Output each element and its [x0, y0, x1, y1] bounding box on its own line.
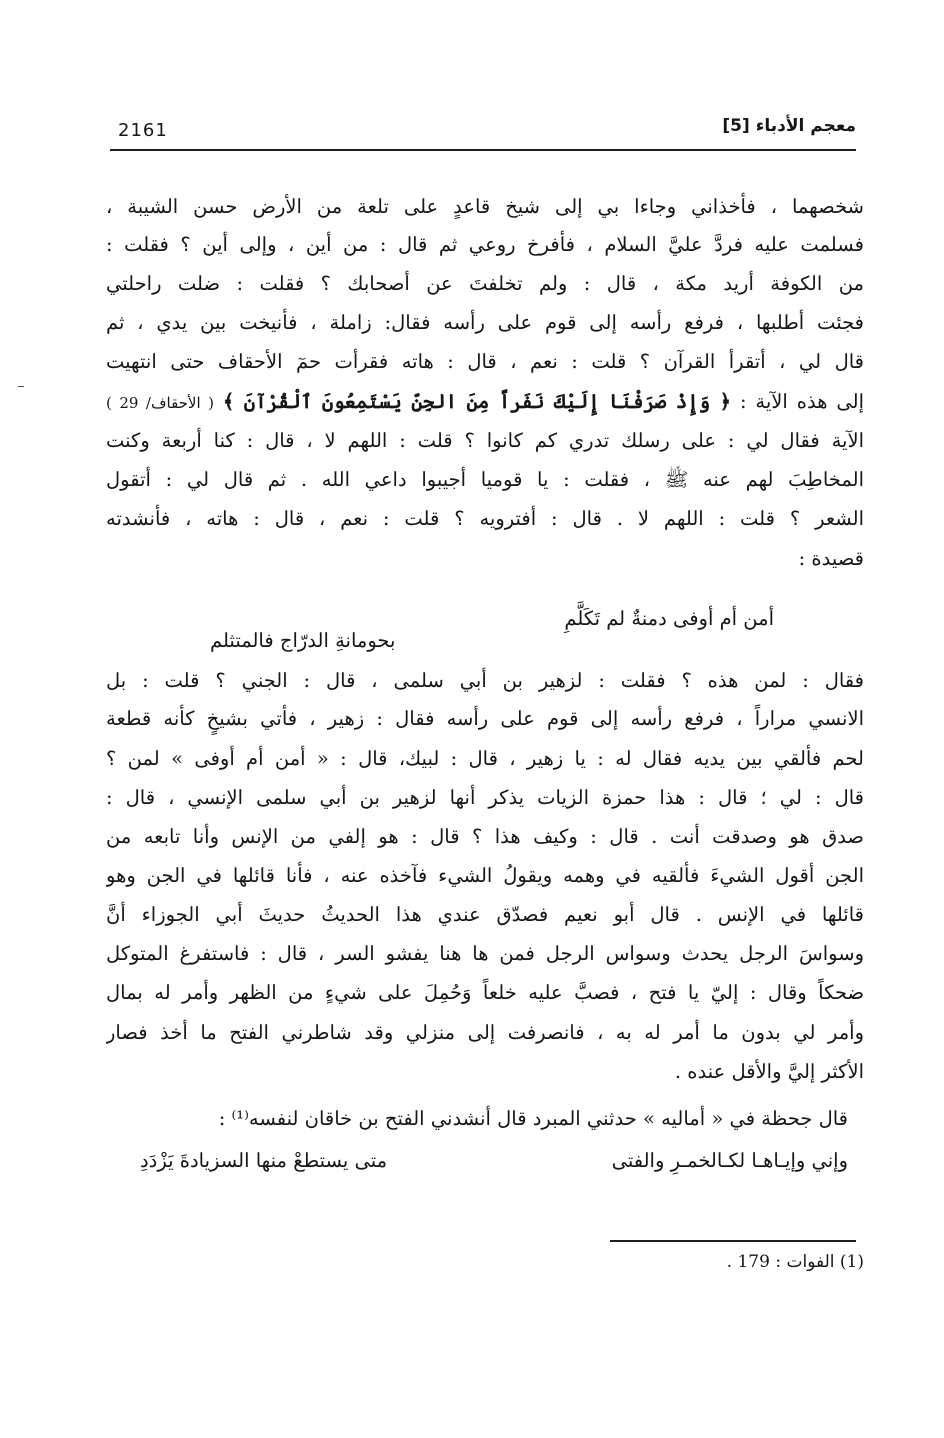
text-line: الآية فقال لي : على رسلك تدري كم كانوا ؟ قلت : اللهم لا ، قال : كنا أربعة وكنت [106, 429, 864, 452]
text-line: الشعر ؟ قلت : اللهم لا . قال : أفترويه ؟ قلت : نعم ، قال : هاته ، فأنشدته [106, 507, 864, 530]
header-rule [110, 149, 856, 151]
text-line: الأكثر إليَّ والأقل عنده . [674, 1060, 864, 1083]
text-line: فجئت أطلبها ، فرفع رأسه إلى قوم على رأسه فقال: زاملة ، فأنيخت بين يدي ، ثم [106, 311, 864, 334]
text-line: لحم فألقي بين يديه فقال له : يا زهير ، قال : لبيك، قال : « أمن أم أوفى » لمن ؟ [106, 747, 864, 770]
text-line: فسلمت عليه فردَّ عليَّ السلام ، فأفرخ روعي ثم قال : من أين ، وإلى أين ؟ فقلت : [106, 233, 864, 256]
quran-line-prefix: إلى هذه الآية : [739, 390, 864, 413]
verse-2-second-hemistich: متى يستطعْ منها السزيادةَ يَزْدَدِ [140, 1149, 388, 1172]
quran-reference: ( الأحقاف/ 29 ) [106, 394, 214, 412]
text-line: من الكوفة أريد مكة ، قال : ولم تخلفتَ عن أصحابك ؟ فقلت : ضلت راحلتي [106, 272, 864, 295]
page-number: 2161 [118, 120, 168, 141]
text-line: قال لي ، أتقرأ القرآن ؟ قلت : نعم ، قال : هاته فقرأت حمٓ الأحقاف حتى انتهيت [106, 350, 864, 373]
quran-verse: ﴿ وَإِذْ صَرَفْنَا إِلَيْكَ نَفَراً مِنَ الجِنِّ يَسْتَمِعُونَ ٱلْقُرْآنَ ﴾ [222, 390, 732, 413]
footnote: (1) الفوات : 179 . [726, 1252, 864, 1272]
text-line: قال : لي ؛ قال : هذا حمزة الزيات يذكر أنها لزهير بن أبي سلمى الإنسي ، قال : [106, 786, 864, 809]
margin-mark [18, 386, 24, 387]
text-line: قال جحظة في « أماليه » حدثني المبرد قال أنشدني الفتح بن خاقان لنفسه⁽¹⁾ : [218, 1107, 848, 1130]
text-line: وأمر لي بدون ما أمر له به ، فانصرفت إلى منزلي وقد شاطرني الفتح ما أخذ فصار [106, 1021, 864, 1044]
text-line: ضحكاً وقال : إليّ يا فتح ، فصبَّ عليه خلعاً وَحُمِلَ على شيءٍ من الظهر وأمر له بمال [106, 981, 864, 1004]
text-line: فقال : لمن هذه ؟ فقلت : لزهير بن أبي سلمى ، قال : الجني ؟ قلت : بل [106, 669, 864, 692]
page-header [104, 114, 856, 148]
verse-1-second-hemistich: بحومانةِ الدرّاج فالمتثلم [210, 629, 396, 652]
footnote-rule [610, 1240, 856, 1242]
quran-line [106, 383, 864, 421]
text-line: الجن أقول الشيءَ فألقيه في وهمه ويقولُ الشيء فآخذه عنه ، فأنا قائلها في الجن وهو [106, 864, 864, 887]
text-line: المخاطِبَ لهم عنه ﷺ ، فقلت : يا قوميا أجيبوا داعي الله . ثم قال لي : أتقول [106, 468, 864, 491]
verse-2-first-hemistich: وإني وإيـاهـا لكـالخمـرِ والفتى [611, 1149, 848, 1172]
text-line: قصيدة : [798, 547, 864, 570]
text-line: قائلها في الإنس . قال أبو نعيم فصدّق عندي هذا الحديثُ حديثَ أبي الجوزاء أنَّ [106, 903, 864, 926]
text-line: الانسي مراراً ، فرفع رأسه إلى قوم على رأسه فقال : زهير ، فأتي بشيخٍ كأنه قطعة [106, 707, 864, 730]
text-line: وسواسَ الرجل يحدث وسواس الرجل فمن ها هنا يفشو السر ، قال : فاستفرغ المتوكل [106, 942, 864, 965]
text-line: صدق هو وصدقت أنت . قال : وكيف هذا ؟ قال : هو إلفي من الإنس وأنا تابعه من [106, 825, 864, 848]
text-line: شخصهما ، فأخذاني وجاءا بي إلى شيخ قاعدٍ على تلعة من الأرض حسن الشيبة ، [106, 195, 864, 218]
running-title: معجم الأدباء [5] [722, 116, 856, 136]
verse-1-first-hemistich: أمن أم أوفى دمنةٌ لم تَكَلَّمِ [564, 607, 774, 630]
